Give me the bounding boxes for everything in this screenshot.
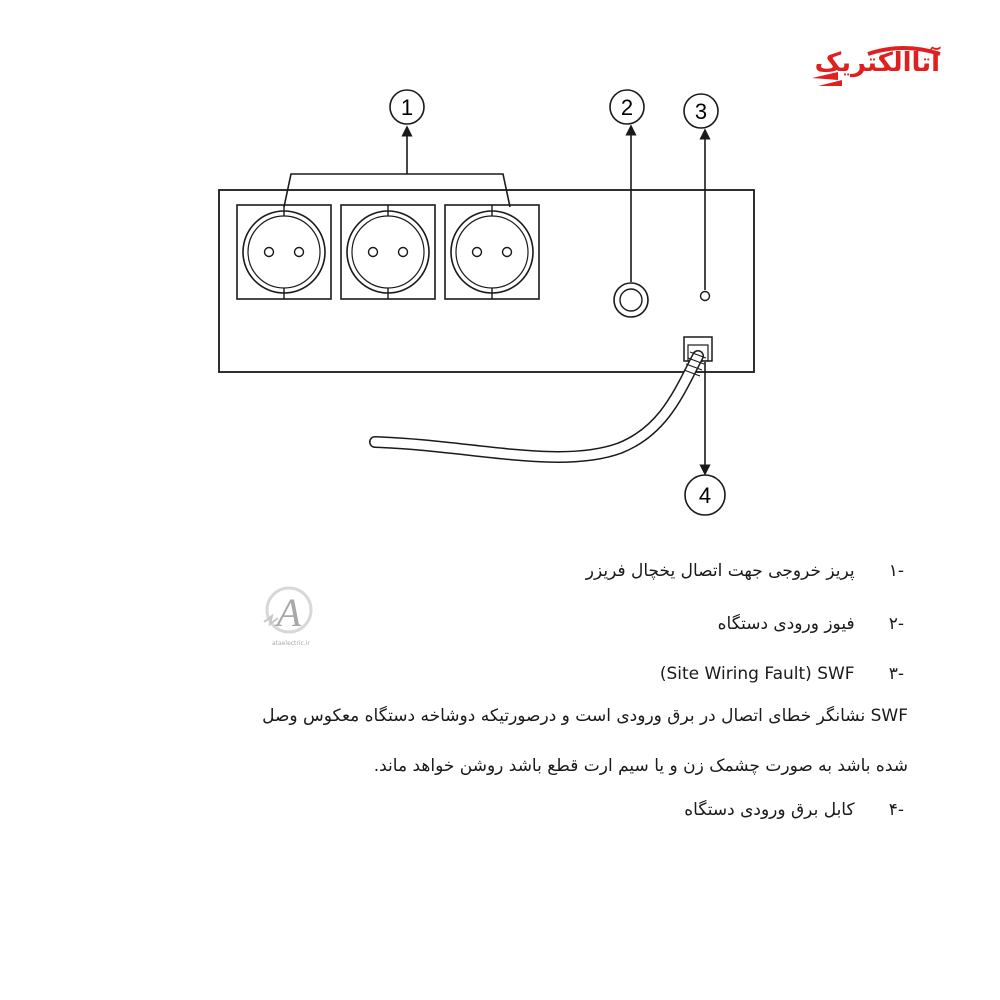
watermark-text: ataelectric.ir	[272, 640, 310, 647]
legend-item-2-text: فیوز ورودی دستگاه	[717, 614, 855, 634]
legend-item-2-number: -۲	[888, 614, 904, 634]
legend-item-1	[586, 561, 904, 581]
legend-item-3-text: (Site Wiring Fault) SWF	[659, 664, 855, 684]
legend-item-2	[718, 614, 904, 634]
legend-item-3-number: -۳	[888, 664, 904, 684]
swf-description-line-2: شده باشد به صورت چشمک زن و یا سیم ارت قطع باشد روشن خواهد ماند.	[373, 756, 908, 776]
socket-3	[445, 205, 539, 299]
swf-description-line-1: SWF نشانگر خطای اتصال در برق ورودی است و درصورتیکه دوشاخه دستگاه معکوس وصل	[262, 706, 908, 726]
legend-item-4-text: کابل برق ورودی دستگاه	[684, 800, 855, 820]
callout-2-label: 2	[620, 95, 634, 120]
swf-indicator-led	[701, 292, 710, 301]
legend-item-3	[660, 664, 904, 684]
fuse-holder	[614, 283, 648, 317]
watermark-letter: A	[276, 590, 302, 635]
legend-item-1-number: -۱	[888, 561, 904, 581]
callout-4-label: 4	[698, 483, 712, 508]
brand-logo-text: آتاالکتریک	[814, 48, 940, 78]
callout-1-label: 1	[400, 95, 414, 120]
device-panel	[219, 190, 754, 372]
socket-2	[341, 205, 435, 299]
socket-1	[237, 205, 331, 299]
legend-item-1-text: پریز خروجی جهت اتصال یخچال فریزر	[585, 561, 855, 581]
watermark-logo-icon	[258, 582, 320, 644]
callout-3-label: 3	[694, 99, 708, 124]
legend-item-4	[684, 800, 904, 820]
legend-item-4-number: -۴	[888, 800, 904, 820]
